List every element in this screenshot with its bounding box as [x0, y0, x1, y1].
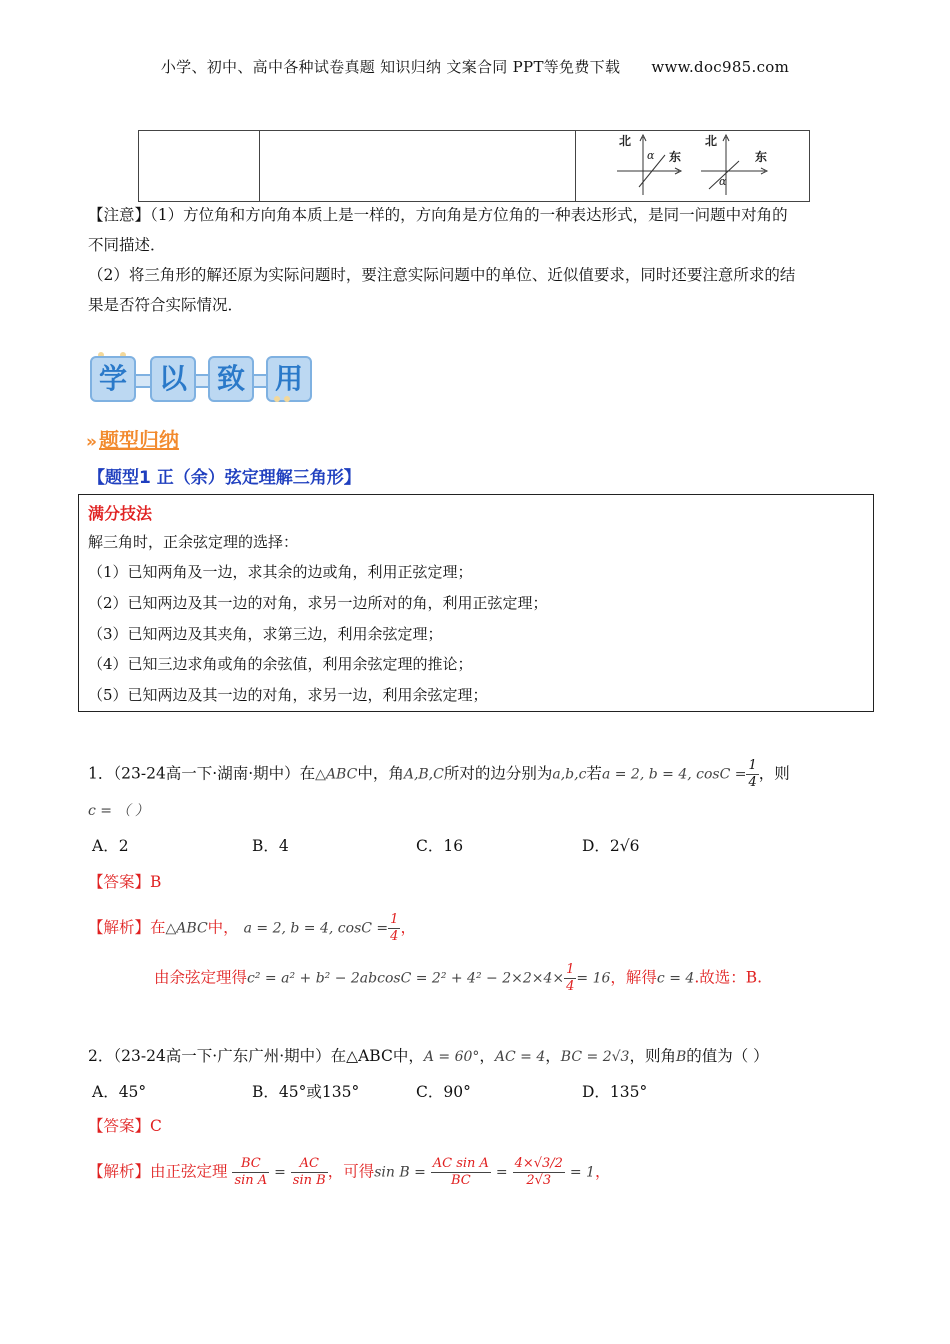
direction-diagram	[609, 131, 809, 201]
q1-answer: 【答案】B	[88, 873, 162, 891]
q2-answer: 【答案】C	[88, 1117, 162, 1135]
math-expr: BC = 2√3	[560, 1049, 630, 1065]
fraction: $\frac{1}{4}$	[748, 758, 757, 790]
option-a[interactable]: A．45°	[92, 1083, 147, 1101]
math-expr: =	[274, 1164, 286, 1181]
tips-title: 满分技法	[88, 504, 153, 523]
table-divider	[259, 131, 260, 201]
q2-analysis	[88, 1156, 610, 1189]
math-expr: c² = a² + b² − 2abcosC = 2² + 4² − 2×2×4×	[247, 970, 565, 987]
note-line: （2）将三角形的解还原为实际问题时，要注意实际问题中的单位、近似值要求，同时还要注意所求的结	[88, 266, 796, 284]
alpha-label: α	[719, 175, 727, 188]
math-expr: △ABC	[165, 920, 208, 937]
question-source: （23-24高一下·湖南·期中）在	[113, 764, 316, 783]
analysis-text: ，	[594, 1162, 611, 1181]
tips-item: （5）已知两边及其一边的对角，求另一边，利用余弦定理；	[88, 686, 488, 704]
math-expr: = 16	[576, 970, 611, 987]
note-line: 不同描述．	[88, 236, 166, 254]
q1-options	[0, 834, 950, 858]
tips-item: （1）已知两角及一边，求其余的边或角，利用正弦定理；	[88, 563, 473, 581]
analysis-text: ，	[400, 918, 416, 937]
math-expr: A = 60°	[423, 1049, 480, 1065]
header-tagline: 小学、初中、高中各种试卷真题 知识归纳 文案合同 PPT等免费下载	[160, 58, 621, 76]
q1-analysis	[88, 912, 416, 945]
fraction: $\frac{\text{AC sin A}}{BC}$	[432, 1156, 489, 1188]
header-url[interactable]: www.doc985.com	[651, 58, 790, 76]
question-text: 所对的边分别为	[443, 764, 553, 783]
analysis-text: ，解得	[610, 968, 657, 987]
analysis-text: 中，	[207, 918, 239, 937]
question-text: 若	[586, 764, 602, 783]
learn-apply-banner	[90, 352, 316, 406]
fraction: $\frac{1}{4}$	[390, 912, 399, 944]
page-header	[0, 56, 950, 77]
question-1	[88, 758, 790, 791]
math-expr: A,B,C	[403, 766, 444, 783]
fraction: $\frac{4\times√3/2}{2√3}$	[514, 1156, 563, 1188]
tips-item: （2）已知两边及其一边的对角，求另一边所对的角，利用正弦定理；	[88, 594, 548, 612]
banner-char: 以	[150, 356, 196, 402]
tips-box	[78, 494, 874, 712]
alpha-label: α	[647, 149, 655, 162]
math-expr: = 1	[569, 1164, 595, 1181]
direction-angle-table	[138, 130, 810, 202]
option-d[interactable]: D．135°	[582, 1083, 648, 1101]
north-label: 北	[705, 134, 718, 148]
type1-title: 【题型1 正（余）弦定理解三角形】	[88, 468, 361, 488]
section-title	[86, 424, 179, 453]
section-title-text: 题型归纳	[98, 428, 179, 452]
analysis-text: .故选：B.	[694, 968, 763, 987]
banner-char: 用	[266, 356, 312, 402]
question-text: 的值为（ ）	[686, 1047, 769, 1065]
math-expr: sin B =	[374, 1164, 426, 1181]
tips-intro: 解三角时，正余弦定理的选择：	[88, 533, 299, 551]
analysis-label: 【解析】在	[88, 918, 166, 937]
option-b[interactable]: B．4	[252, 837, 289, 855]
math-expr: a = 2, b = 4, cosC =	[243, 920, 389, 937]
note-line: 果是否符合实际情况．	[88, 296, 244, 314]
question-text: 中，角	[357, 764, 404, 783]
q2-options	[0, 1080, 950, 1104]
math-expr: B	[675, 1049, 687, 1065]
analysis-label: 【解析】由正弦定理	[88, 1162, 228, 1181]
analysis-text: 由余弦定理得	[154, 968, 248, 987]
table-divider	[575, 131, 576, 201]
banner-char: 致	[208, 356, 254, 402]
question-1-ask	[88, 800, 149, 820]
north-label: 北	[619, 134, 632, 148]
q1-analysis-2	[154, 962, 762, 995]
question-number: 2．	[88, 1047, 114, 1065]
double-chevron-icon: »	[86, 432, 93, 452]
fraction: $\frac{AC}{\text{sin B}}$	[292, 1156, 326, 1188]
question-text: ，	[545, 1047, 561, 1065]
math-expr: =	[495, 1164, 508, 1181]
option-c[interactable]: C．90°	[416, 1083, 471, 1101]
math-expr: △ABC	[315, 766, 358, 783]
question-2	[88, 1044, 769, 1066]
banner-char: 学	[90, 356, 136, 402]
math-expr: c = （ ）	[88, 803, 149, 819]
math-expr: AC = 4	[494, 1049, 546, 1065]
question-text: ，则	[758, 764, 790, 783]
question-source: （23-24高一下·广东广州·期中）在△ABC中，	[113, 1047, 424, 1065]
east-label: 东	[755, 150, 768, 164]
math-expr: a = 2, b = 4, cosC =	[601, 766, 747, 783]
option-d[interactable]: D．2√6	[582, 837, 640, 855]
question-text: ，则角	[629, 1047, 676, 1065]
option-c[interactable]: C．16	[416, 837, 464, 855]
note-paragraph	[88, 200, 872, 320]
option-a[interactable]: A．2	[92, 837, 129, 855]
analysis-text: ，可得	[327, 1162, 375, 1181]
math-expr: c = 4	[656, 970, 695, 987]
tips-item: （3）已知两边及其夹角，求第三边，利用余弦定理；	[88, 625, 443, 643]
fraction: $\frac{1}{4}$	[566, 962, 575, 994]
option-b[interactable]: B．45°或135°	[252, 1083, 360, 1101]
east-label: 东	[669, 150, 682, 164]
math-expr: a,b,c	[552, 766, 587, 783]
question-text: ，	[479, 1047, 495, 1065]
tips-item: （4）已知三边求角或角的余弦值，利用余弦定理的推论；	[88, 655, 473, 673]
note-line: 【注意】（1）方位角和方向角本质上是一样的，方向角是方位角的一种表达形式，是同一问题中对角的	[88, 206, 788, 224]
question-number: 1．	[88, 764, 114, 783]
fraction: $\frac{BC}{\text{sin A}}$	[234, 1156, 268, 1188]
